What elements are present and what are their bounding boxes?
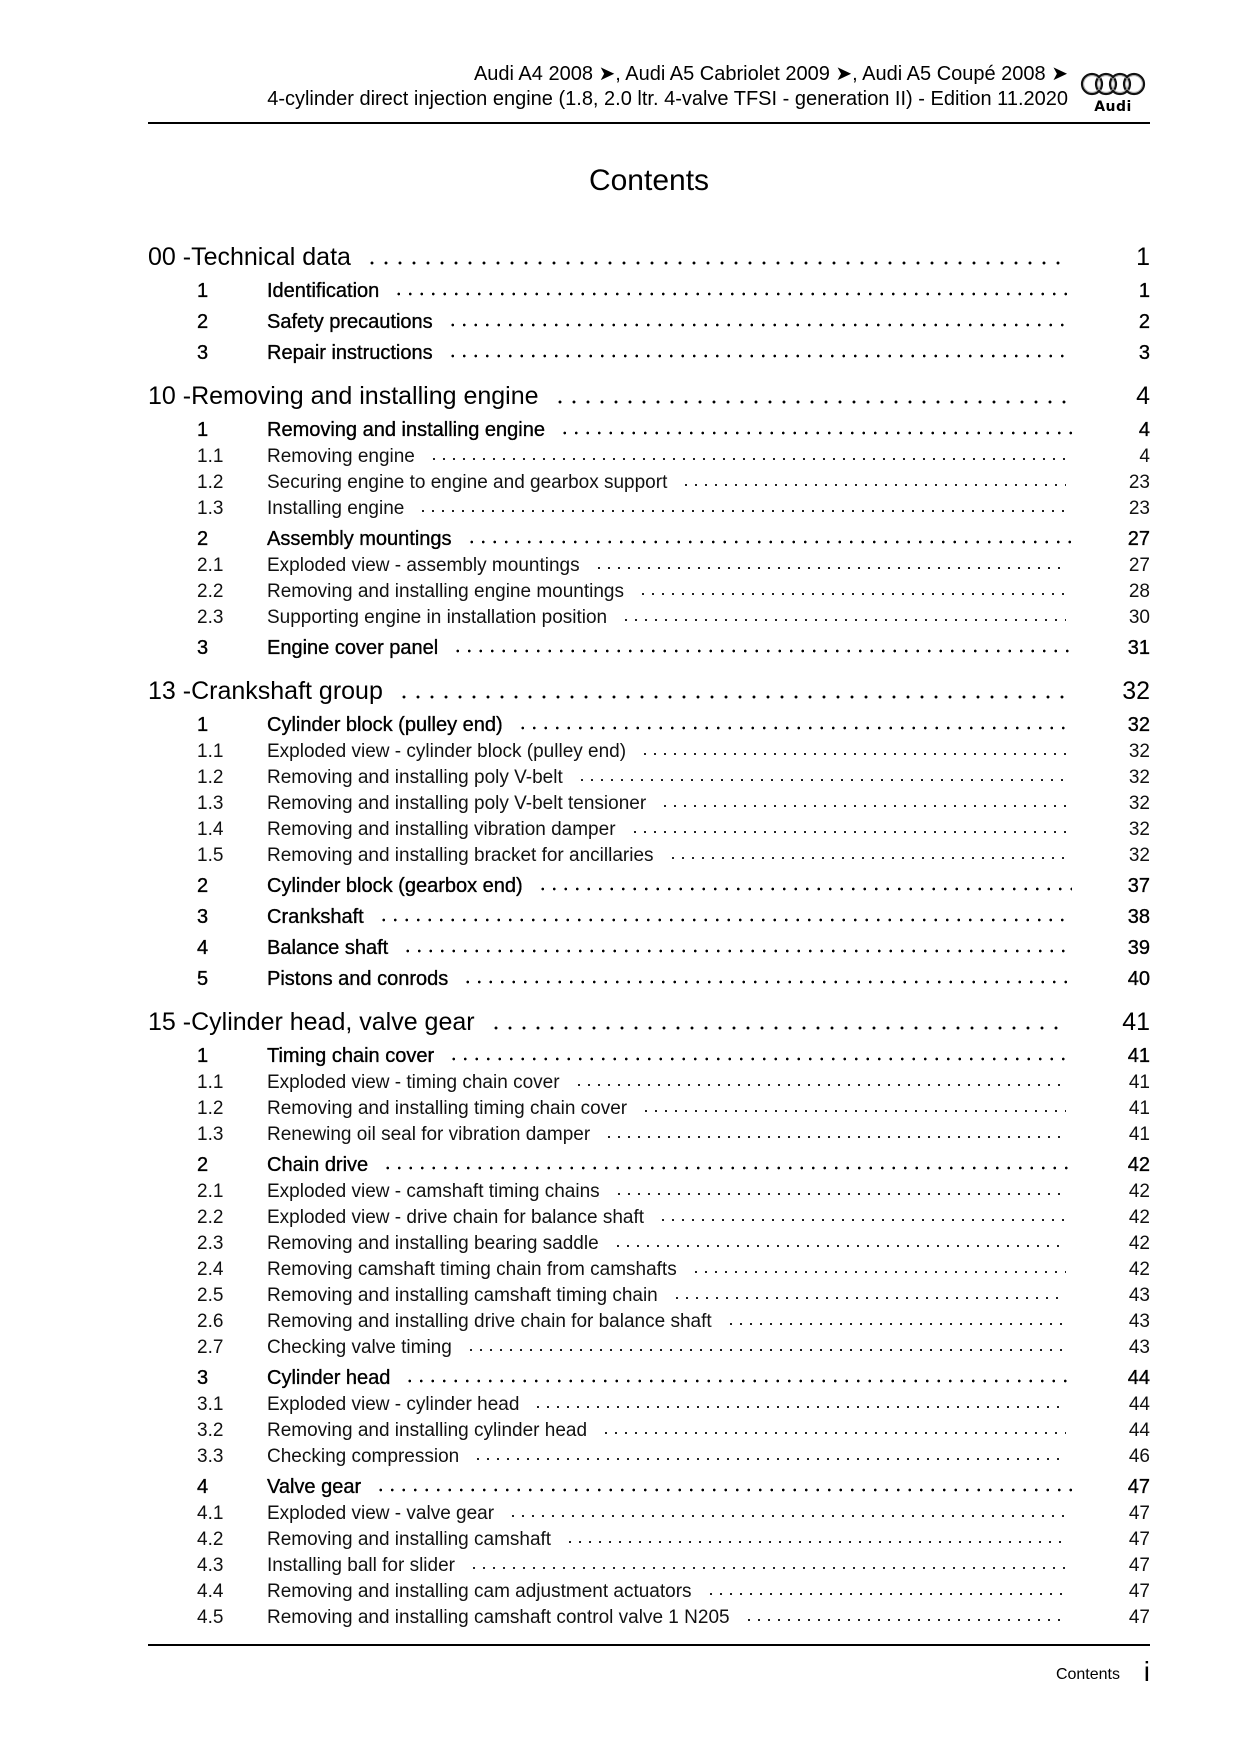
toc-section-entry[interactable] — [148, 1359, 1150, 1390]
toc-entry-page-number[interactable]: 32 — [1128, 819, 1150, 840]
toc-section-entry[interactable] — [148, 411, 1150, 442]
toc-subsection-entry[interactable] — [148, 1333, 1150, 1359]
toc-entry-title[interactable]: Removing and installing poly V-belt — [267, 767, 563, 788]
toc-entry-page-number[interactable]: 47 — [1128, 1529, 1150, 1550]
dot-leader — [489, 1025, 1066, 1031]
toc-entry-page-number[interactable]: 42 — [1128, 1233, 1150, 1254]
dot-leader — [517, 725, 1072, 731]
toc-subsection-entry[interactable] — [148, 1229, 1150, 1255]
dot-leader — [466, 539, 1072, 545]
toc-entry-number: 2 — [197, 875, 209, 897]
dot-leader — [726, 1321, 1066, 1327]
toc-section-entry[interactable] — [148, 960, 1150, 991]
page-title: Contents — [588, 164, 710, 197]
toc-entry-page-number[interactable]: 4 — [1138, 419, 1150, 441]
toc-section-entry[interactable] — [148, 334, 1150, 365]
toc-entry-page-number[interactable]: 28 — [1128, 581, 1150, 602]
dot-leader — [630, 829, 1066, 835]
toc-entry-page-number[interactable]: 42 — [1127, 1154, 1150, 1176]
toc-entry-page-number[interactable]: 32 — [1128, 767, 1150, 788]
toc-entry-title[interactable]: Installing engine — [267, 498, 405, 519]
toc-entry-page-number[interactable]: 43 — [1128, 1285, 1150, 1306]
toc-subsection-entry[interactable] — [148, 1499, 1150, 1525]
toc-entry-number: 2.1 — [197, 555, 224, 576]
toc-entry-page-number[interactable]: 40 — [1127, 968, 1150, 990]
dot-leader — [640, 751, 1066, 757]
toc-entry-title[interactable]: Installing ball for slider — [267, 1555, 455, 1576]
toc-subsection-entry[interactable] — [148, 1603, 1150, 1629]
toc-entry-title[interactable]: Identification — [267, 280, 380, 302]
toc-subsection-entry[interactable] — [148, 1281, 1150, 1307]
toc-entry-title[interactable]: Exploded view - cylinder head — [267, 1394, 520, 1415]
toc-entry-title[interactable]: Cylinder block (gearbox end) — [267, 875, 523, 897]
toc-entry-number: 1.2 — [197, 472, 224, 493]
dot-leader — [418, 508, 1066, 514]
dot-leader — [375, 1487, 1072, 1493]
toc-entry-title[interactable]: Balance shaft — [267, 937, 389, 959]
toc-entry-number: 4.2 — [197, 1529, 224, 1550]
footer-divider — [148, 1644, 1150, 1646]
toc-entry-page-number[interactable]: 32 — [1128, 741, 1150, 762]
toc-entry-page-number[interactable]: 42 — [1128, 1207, 1150, 1228]
dot-leader — [668, 855, 1066, 861]
audi-wordmark: Audi — [1094, 99, 1132, 115]
toc-entry-title[interactable]: Valve gear — [267, 1476, 362, 1498]
toc-entry-title[interactable]: Crankshaft group — [191, 677, 383, 705]
toc-entry-page-number[interactable]: 47 — [1128, 1555, 1150, 1576]
toc-entry-page-number[interactable]: 41 — [1122, 1008, 1150, 1036]
toc-entry-title[interactable]: Exploded view - drive chain for balance shaft — [267, 1207, 645, 1228]
toc-subsection-entry[interactable] — [148, 551, 1150, 577]
toc-subsection-entry[interactable] — [148, 841, 1150, 867]
toc-entry-number: 1.2 — [197, 767, 224, 788]
dot-leader — [601, 1430, 1066, 1436]
toc-section-entry[interactable] — [148, 1037, 1150, 1068]
toc-entry-number: 1 — [197, 1045, 209, 1067]
toc-entry-title[interactable]: Removing and installing camshaft control valve 1 N205 — [267, 1607, 730, 1628]
toc-entry-title[interactable]: Cylinder head, valve gear — [191, 1008, 475, 1036]
toc-entry-page-number[interactable]: 43 — [1128, 1311, 1150, 1332]
toc-entry-number: 1.3 — [197, 498, 224, 519]
toc-subsection-entry[interactable] — [148, 1203, 1150, 1229]
toc-entry-number: 2.6 — [197, 1311, 224, 1332]
toc-entry-title[interactable]: Supporting engine in installation position — [267, 607, 608, 628]
toc-entry-page-number[interactable]: 31 — [1127, 637, 1150, 659]
header-divider — [148, 122, 1150, 124]
toc-subsection-entry[interactable] — [148, 1068, 1150, 1094]
toc-entry-title[interactable]: Cylinder block (pulley end) — [267, 714, 503, 736]
toc-entry-page-number[interactable]: 4 — [1139, 446, 1150, 467]
page-header — [148, 62, 1150, 124]
toc-subsection-entry[interactable] — [148, 1255, 1150, 1281]
toc-entry-page-number[interactable]: 47 — [1128, 1581, 1150, 1602]
toc-entry-title[interactable]: Removing and installing poly V-belt tensioner — [267, 793, 647, 814]
toc-entry-page-number[interactable]: 1 — [1136, 243, 1150, 271]
toc-section-entry[interactable] — [148, 272, 1150, 303]
toc-section-entry[interactable] — [148, 520, 1150, 551]
toc-entry-number: 4.4 — [197, 1581, 224, 1602]
toc-chapter-entry[interactable] — [148, 238, 1150, 272]
toc-subsection-entry[interactable] — [148, 789, 1150, 815]
toc-entry-number: 1 — [197, 280, 209, 302]
toc-entry-number: 1.3 — [197, 793, 224, 814]
toc-entry-page-number[interactable]: 46 — [1128, 1446, 1150, 1467]
toc-section-entry[interactable] — [148, 1146, 1150, 1177]
toc-chapter-entry[interactable] — [148, 672, 1150, 706]
toc-entry-page-number[interactable]: 4 — [1136, 382, 1150, 410]
toc-entry-number: 3.1 — [197, 1394, 224, 1415]
toc-entry-title[interactable]: Timing chain cover — [267, 1045, 435, 1067]
toc-entry-page-number[interactable]: 41 — [1128, 1072, 1150, 1093]
toc-entry-title[interactable]: Technical data — [191, 243, 351, 271]
toc-entry-title[interactable]: Removing and installing engine — [267, 419, 545, 441]
audi-four-rings-icon — [1080, 71, 1146, 97]
dot-leader — [404, 1378, 1072, 1384]
dot-leader — [565, 1539, 1066, 1545]
toc-subsection-entry[interactable] — [148, 1416, 1150, 1442]
toc-entry-title[interactable]: Removing camshaft timing chain from camshafts — [267, 1259, 677, 1280]
toc-entry-title[interactable]: Removing and installing engine — [191, 382, 539, 410]
toc-entry-number: 2.5 — [197, 1285, 224, 1306]
toc-entry-title[interactable]: Assembly mountings — [267, 528, 452, 550]
toc-entry-number: 3 — [197, 906, 209, 928]
toc-subsection-entry[interactable] — [148, 577, 1150, 603]
dot-leader — [577, 777, 1066, 783]
toc-entry-number: 4.1 — [197, 1503, 224, 1524]
dot-leader — [672, 1295, 1066, 1301]
toc-section-entry[interactable] — [148, 303, 1150, 334]
toc-entry-title[interactable]: Removing and installing camshaft — [267, 1529, 552, 1550]
toc-entry-number: 1.2 — [197, 1098, 224, 1119]
toc-entry-number: 2.2 — [197, 1207, 224, 1228]
toc-section-entry[interactable] — [148, 867, 1150, 898]
audi-logo — [1080, 71, 1146, 113]
toc-entry-number: 3 — [197, 342, 209, 364]
dot-leader — [393, 291, 1072, 297]
dot-leader — [447, 353, 1072, 359]
toc-entry-page-number[interactable]: 41 — [1127, 1045, 1150, 1067]
toc-entry-title[interactable]: Crankshaft — [267, 906, 364, 928]
dot-leader — [553, 399, 1066, 405]
toc-entry-page-number[interactable]: 23 — [1128, 472, 1150, 493]
toc-subsection-entry[interactable] — [148, 737, 1150, 763]
toc-subsection-entry[interactable] — [148, 1442, 1150, 1468]
toc-entry-page-number[interactable]: 44 — [1128, 1420, 1150, 1441]
dot-leader — [613, 1243, 1066, 1249]
toc-entry-number: 00 - — [148, 243, 192, 271]
toc-chapter-entry[interactable] — [148, 377, 1150, 411]
header-vehicle-models: Audi A4 2008 ➤, Audi A5 Cabriolet 2009 ➤, Audi A5 Coupé 2008 ➤ — [473, 63, 1068, 85]
toc-entry-page-number[interactable]: 41 — [1128, 1124, 1150, 1145]
toc-entry-title[interactable]: Renewing oil seal for vibration damper — [267, 1124, 591, 1145]
header-engine-edition: 4-cylinder direct injection engine (1.8, 2.0 ltr. 4-valve TFSI - generation II) - Edition 11.2020 — [267, 88, 1068, 110]
dot-leader — [429, 456, 1066, 462]
toc-entry-title[interactable]: Removing and installing cam adjustment actuators — [267, 1581, 692, 1602]
toc-entry-number: 1.5 — [197, 845, 224, 866]
toc-entry-page-number[interactable]: 44 — [1128, 1394, 1150, 1415]
dot-leader — [614, 1191, 1066, 1197]
toc-entry-number: 15 - — [148, 1008, 192, 1036]
toc-entry-title[interactable]: Engine cover panel — [267, 637, 439, 659]
toc-entry-title[interactable]: Repair instructions — [267, 342, 433, 364]
toc-entry-number: 2.7 — [197, 1337, 224, 1358]
dot-leader — [533, 1404, 1066, 1410]
toc-entry-title[interactable]: Removing and installing bracket for ancillaries — [267, 845, 654, 866]
toc-subsection-entry[interactable] — [148, 494, 1150, 520]
toc-subsection-entry[interactable] — [148, 1577, 1150, 1603]
toc-subsection-entry[interactable] — [148, 1120, 1150, 1146]
toc-entry-number: 2.2 — [197, 581, 224, 602]
dot-leader — [658, 1217, 1066, 1223]
toc-entry-title[interactable]: Chain drive — [267, 1154, 369, 1176]
footer-section-label: Contents — [1055, 1666, 1120, 1683]
toc-entry-page-number[interactable]: 32 — [1128, 793, 1150, 814]
toc-entry-page-number[interactable]: 3 — [1138, 342, 1150, 364]
toc-entry-number: 2 — [197, 311, 209, 333]
dot-leader — [594, 565, 1066, 571]
toc-entry-title[interactable]: Checking compression — [267, 1446, 460, 1467]
dot-leader — [681, 482, 1066, 488]
dot-leader — [447, 322, 1072, 328]
dot-leader — [448, 1056, 1072, 1062]
toc-entry-title[interactable]: Removing and installing timing chain cover — [267, 1098, 628, 1119]
toc-entry-number: 4 — [197, 937, 209, 959]
toc-subsection-entry[interactable] — [148, 1551, 1150, 1577]
toc-entry-title[interactable]: Removing and installing engine mountings — [267, 581, 625, 602]
toc-entry-title[interactable]: Exploded view - valve gear — [267, 1503, 495, 1524]
toc-subsection-entry[interactable] — [148, 468, 1150, 494]
toc-entry-page-number[interactable]: 47 — [1127, 1476, 1150, 1498]
dot-leader — [638, 591, 1066, 597]
toc-subsection-entry[interactable] — [148, 1525, 1150, 1551]
dot-leader — [378, 917, 1072, 923]
toc-entry-number: 5 — [197, 968, 209, 990]
dot-leader — [621, 617, 1066, 623]
toc-entry-title[interactable]: Removing and installing vibration damper — [267, 819, 616, 840]
toc-section-entry[interactable] — [148, 706, 1150, 737]
dot-leader — [559, 430, 1072, 436]
dot-leader — [466, 1347, 1066, 1353]
toc-entry-page-number[interactable]: 30 — [1128, 607, 1150, 628]
toc-entry-number: 3.3 — [197, 1446, 224, 1467]
toc-entry-number: 1.4 — [197, 819, 224, 840]
toc-entry-page-number[interactable]: 42 — [1128, 1259, 1150, 1280]
toc-entry-title[interactable]: Removing and installing cylinder head — [267, 1420, 588, 1441]
dot-leader — [706, 1591, 1066, 1597]
toc-entry-page-number[interactable]: 32 — [1122, 677, 1150, 705]
dot-leader — [691, 1269, 1066, 1275]
toc-section-entry[interactable] — [148, 929, 1150, 960]
toc-subsection-entry[interactable] — [148, 1094, 1150, 1120]
toc-entry-page-number[interactable]: 38 — [1127, 906, 1150, 928]
toc-entry-number: 2.1 — [197, 1181, 224, 1202]
toc-subsection-entry[interactable] — [148, 1307, 1150, 1333]
toc-entry-title[interactable]: Pistons and conrods — [267, 968, 449, 990]
table-of-contents — [148, 238, 1150, 1629]
dot-leader — [382, 1165, 1072, 1171]
dot-leader — [537, 886, 1072, 892]
toc-entry-number: 2.3 — [197, 1233, 224, 1254]
toc-subsection-entry[interactable] — [148, 815, 1150, 841]
toc-entry-title[interactable]: Securing engine to engine and gearbox support — [267, 472, 668, 493]
toc-entry-title[interactable]: Exploded view - cylinder block (pulley end) — [267, 741, 627, 762]
toc-entry-page-number[interactable]: 27 — [1127, 528, 1150, 550]
dot-leader — [641, 1108, 1066, 1114]
toc-entry-title[interactable]: Removing and installing drive chain for balance shaft — [267, 1311, 712, 1332]
toc-entry-number: 1.3 — [197, 1124, 224, 1145]
toc-section-entry[interactable] — [148, 629, 1150, 660]
page-footer — [148, 1644, 1150, 1687]
dot-leader — [402, 948, 1072, 954]
dot-leader — [473, 1456, 1066, 1462]
toc-entry-page-number[interactable]: 2 — [1138, 311, 1150, 333]
toc-entry-title[interactable]: Exploded view - assembly mountings — [267, 555, 580, 576]
toc-entry-page-number[interactable]: 1 — [1138, 280, 1150, 302]
toc-entry-page-number[interactable]: 39 — [1127, 937, 1150, 959]
toc-entry-number: 3 — [197, 637, 209, 659]
toc-entry-page-number[interactable]: 47 — [1128, 1503, 1150, 1524]
dot-leader — [469, 1565, 1066, 1571]
toc-entry-page-number[interactable]: 32 — [1127, 714, 1150, 736]
dot-leader — [462, 979, 1072, 985]
toc-entry-page-number[interactable]: 47 — [1128, 1607, 1150, 1628]
toc-entry-number: 1.1 — [197, 446, 224, 467]
toc-entry-page-number[interactable]: 23 — [1128, 498, 1150, 519]
toc-subsection-entry[interactable] — [148, 1177, 1150, 1203]
toc-subsection-entry[interactable] — [148, 1390, 1150, 1416]
toc-entry-number: 2.3 — [197, 607, 224, 628]
toc-entry-number: 2 — [197, 528, 209, 550]
toc-chapter-entry[interactable] — [148, 1003, 1150, 1037]
toc-entry-number: 4.3 — [197, 1555, 224, 1576]
toc-entry-page-number[interactable]: 44 — [1127, 1367, 1150, 1389]
toc-entry-number: 1.1 — [197, 741, 224, 762]
toc-entry-title[interactable]: Removing and installing bearing saddle — [267, 1233, 599, 1254]
toc-entry-title[interactable]: Cylinder head — [267, 1367, 391, 1389]
toc-subsection-entry[interactable] — [148, 442, 1150, 468]
toc-entry-number: 1 — [197, 714, 209, 736]
dot-leader — [365, 260, 1066, 266]
toc-entry-number: 13 - — [148, 677, 192, 705]
footer-page-number: i — [1143, 1656, 1150, 1687]
toc-entry-number: 3.2 — [197, 1420, 224, 1441]
toc-subsection-entry[interactable] — [148, 763, 1150, 789]
toc-entry-number: 10 - — [148, 382, 192, 410]
toc-entry-page-number[interactable]: 41 — [1128, 1098, 1150, 1119]
toc-entry-title[interactable]: Exploded view - camshaft timing chains — [267, 1181, 600, 1202]
toc-section-entry[interactable] — [148, 898, 1150, 929]
toc-entry-number: 2 — [197, 1154, 209, 1176]
dot-leader — [397, 694, 1066, 700]
toc-entry-page-number[interactable]: 32 — [1128, 845, 1150, 866]
toc-entry-page-number[interactable]: 27 — [1128, 555, 1150, 576]
dot-leader — [604, 1134, 1066, 1140]
toc-entry-title[interactable]: Exploded view - timing chain cover — [267, 1072, 560, 1093]
toc-entry-number: 2.4 — [197, 1259, 224, 1280]
toc-subsection-entry[interactable] — [148, 603, 1150, 629]
toc-entry-number: 1.1 — [197, 1072, 224, 1093]
dot-leader — [452, 648, 1072, 654]
dot-leader — [574, 1082, 1066, 1088]
toc-entry-number: 3 — [197, 1367, 209, 1389]
dot-leader — [660, 803, 1066, 809]
toc-entry-title[interactable]: Removing engine — [267, 446, 415, 467]
toc-entry-title[interactable]: Checking valve timing — [267, 1337, 452, 1358]
toc-entry-title[interactable]: Removing and installing camshaft timing chain — [267, 1285, 658, 1306]
toc-entry-page-number[interactable]: 43 — [1128, 1337, 1150, 1358]
toc-section-entry[interactable] — [148, 1468, 1150, 1499]
dot-leader — [744, 1617, 1066, 1623]
toc-entry-number: 1 — [197, 419, 209, 441]
toc-entry-number: 4.5 — [197, 1607, 224, 1628]
dot-leader — [508, 1513, 1066, 1519]
toc-entry-number: 4 — [197, 1476, 209, 1498]
header-text — [267, 62, 1068, 112]
toc-entry-page-number[interactable]: 37 — [1127, 875, 1150, 897]
toc-entry-page-number[interactable]: 42 — [1128, 1181, 1150, 1202]
toc-entry-title[interactable]: Safety precautions — [267, 311, 433, 333]
